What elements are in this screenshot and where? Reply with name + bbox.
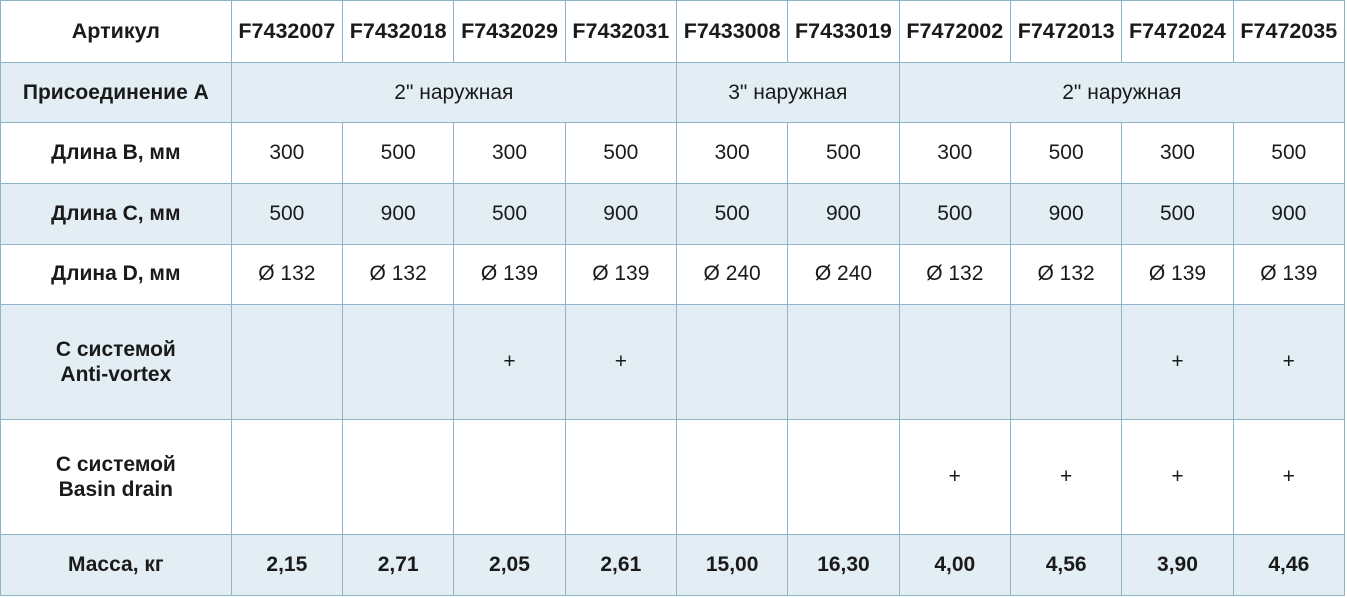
table-row-length-c	[1, 183, 1345, 244]
table-row-anti-vortex	[1, 305, 1345, 420]
length-c-cell: 500	[676, 183, 787, 244]
anti-vortex-label-line2: Anti-vortex	[60, 363, 172, 387]
anti-vortex-cell	[231, 305, 342, 420]
length-b-cell: 500	[343, 123, 454, 184]
mass-cell: 16,30	[788, 535, 899, 596]
length-b-cell: 500	[565, 123, 676, 184]
table-row-length-b	[1, 123, 1345, 184]
length-c-cell: 500	[231, 183, 342, 244]
length-c-cell: 900	[1233, 183, 1344, 244]
length-b-cell: 300	[1122, 123, 1233, 184]
article-cell: F7432029	[454, 1, 565, 63]
length-b-cell: 300	[676, 123, 787, 184]
mass-cell: 2,05	[454, 535, 565, 596]
table-row-mass	[1, 535, 1345, 596]
basin-drain-cell	[231, 420, 342, 535]
basin-drain-cell	[454, 420, 565, 535]
length-d-cell: Ø 132	[343, 244, 454, 305]
row-label-mass: Масса, кг	[1, 535, 232, 596]
article-cell: F7472013	[1010, 1, 1121, 63]
basin-drain-cell	[343, 420, 454, 535]
article-cell: F7472035	[1233, 1, 1344, 63]
article-cell: F7432031	[565, 1, 676, 63]
length-d-cell: Ø 139	[565, 244, 676, 305]
length-d-cell: Ø 240	[788, 244, 899, 305]
basin-drain-cell	[565, 420, 676, 535]
table-row-length-d	[1, 244, 1345, 305]
connection-group-cell: 2" наружная	[231, 62, 676, 123]
basin-drain-cell	[676, 420, 787, 535]
connection-group-cell: 3" наружная	[676, 62, 899, 123]
length-c-cell: 500	[1122, 183, 1233, 244]
length-d-cell: Ø 240	[676, 244, 787, 305]
anti-vortex-cell: +	[565, 305, 676, 420]
mass-cell: 4,46	[1233, 535, 1344, 596]
row-label-length-c: Длина C, мм	[1, 183, 232, 244]
length-c-cell: 500	[454, 183, 565, 244]
anti-vortex-cell	[1010, 305, 1121, 420]
basin-drain-cell: +	[899, 420, 1010, 535]
length-b-cell: 300	[231, 123, 342, 184]
mass-cell: 4,56	[1010, 535, 1121, 596]
basin-drain-cell: +	[1122, 420, 1233, 535]
mass-cell: 15,00	[676, 535, 787, 596]
length-b-cell: 500	[1233, 123, 1344, 184]
length-c-cell: 900	[1010, 183, 1121, 244]
anti-vortex-cell	[788, 305, 899, 420]
article-cell: F7433008	[676, 1, 787, 63]
length-d-cell: Ø 139	[454, 244, 565, 305]
row-label-length-b: Длина B, мм	[1, 123, 232, 184]
row-label-article: Артикул	[1, 1, 232, 63]
length-d-cell: Ø 132	[1010, 244, 1121, 305]
table-row-connection-a	[1, 62, 1345, 123]
anti-vortex-label-line1: С системой	[55, 337, 176, 361]
mass-cell: 4,00	[899, 535, 1010, 596]
mass-cell: 3,90	[1122, 535, 1233, 596]
length-c-cell: 900	[343, 183, 454, 244]
row-label-length-d: Длина D, мм	[1, 244, 232, 305]
table-row-article	[1, 1, 1345, 63]
mass-cell: 2,15	[231, 535, 342, 596]
length-b-cell: 500	[1010, 123, 1121, 184]
article-cell: F7472002	[899, 1, 1010, 63]
basin-drain-cell: +	[1233, 420, 1344, 535]
anti-vortex-cell: +	[1122, 305, 1233, 420]
length-b-cell: 500	[788, 123, 899, 184]
connection-group-cell: 2" наружная	[899, 62, 1344, 123]
anti-vortex-cell: +	[454, 305, 565, 420]
length-b-cell: 300	[899, 123, 1010, 184]
anti-vortex-cell	[899, 305, 1010, 420]
basin-drain-cell	[788, 420, 899, 535]
article-cell: F7432018	[343, 1, 454, 63]
article-cell: F7472024	[1122, 1, 1233, 63]
mass-cell: 2,61	[565, 535, 676, 596]
length-d-cell: Ø 132	[899, 244, 1010, 305]
length-b-cell: 300	[454, 123, 565, 184]
table-row-basin-drain	[1, 420, 1345, 535]
length-c-cell: 900	[565, 183, 676, 244]
anti-vortex-cell	[676, 305, 787, 420]
basin-drain-cell: +	[1010, 420, 1121, 535]
anti-vortex-cell	[343, 305, 454, 420]
row-label-connection-a: Присоединение A	[1, 62, 232, 123]
length-d-cell: Ø 139	[1233, 244, 1344, 305]
article-cell: F7432007	[231, 1, 342, 63]
basin-drain-label-line1: С системой	[55, 453, 176, 477]
length-c-cell: 900	[788, 183, 899, 244]
mass-cell: 2,71	[343, 535, 454, 596]
length-c-cell: 500	[899, 183, 1010, 244]
length-d-cell: Ø 132	[231, 244, 342, 305]
row-label-basin-drain	[1, 420, 232, 535]
row-label-anti-vortex	[1, 305, 232, 420]
length-d-cell: Ø 139	[1122, 244, 1233, 305]
basin-drain-label-line2: Basin drain	[58, 478, 174, 502]
anti-vortex-cell: +	[1233, 305, 1344, 420]
article-cell: F7433019	[788, 1, 899, 63]
